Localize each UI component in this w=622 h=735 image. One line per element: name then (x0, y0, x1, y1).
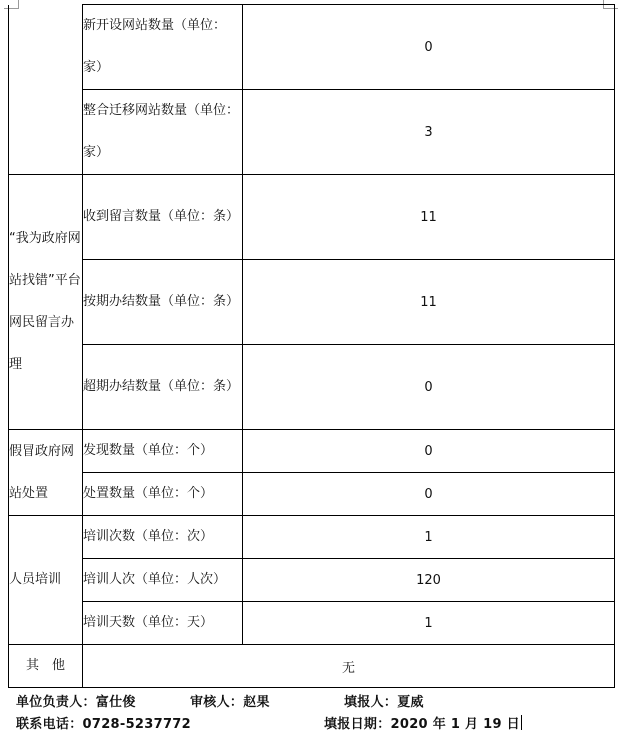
group-cell-training: 人员培训 (9, 516, 83, 645)
contact-phone: 联系电话：0728-5237772 (16, 717, 191, 732)
footer-signatures (16, 691, 606, 709)
row-value: 0 (243, 430, 615, 473)
responsible-person: 单位负责人：富仕俊 (16, 695, 136, 710)
other-label: 其 他 (9, 645, 83, 688)
row-value: 11 (243, 260, 615, 345)
row-value: 0 (243, 473, 615, 516)
table-row (9, 430, 615, 473)
row-value: 0 (243, 5, 615, 90)
row-value: 11 (243, 175, 615, 260)
table-row (9, 602, 615, 645)
row-label: 培训次数（单位：次） (83, 516, 243, 559)
table-row (9, 175, 615, 260)
row-label: 整合迁移网站数量（单位：家） (83, 90, 243, 175)
group-cell-fake-sites: 假冒政府网站处置 (9, 430, 83, 516)
fill-date-wrap (324, 713, 522, 732)
table-row (9, 90, 615, 175)
row-label: 培训天数（单位：天） (83, 602, 243, 645)
row-label: 发现数量（单位：个） (83, 430, 243, 473)
row-value: 0 (243, 345, 615, 430)
table-row (9, 559, 615, 602)
row-label: 超期办结数量（单位：条） (83, 345, 243, 430)
row-label: 按期办结数量（单位：条） (83, 260, 243, 345)
row-label: 收到留言数量（单位：条） (83, 175, 243, 260)
report-table (8, 4, 615, 688)
other-value: 无 (83, 645, 615, 688)
row-label: 处置数量（单位：个） (83, 473, 243, 516)
row-value: 3 (243, 90, 615, 175)
table-row (9, 516, 615, 559)
row-value: 1 (243, 516, 615, 559)
reviewer: 审核人：赵果 (190, 695, 270, 710)
table-row (9, 260, 615, 345)
footer-contact (16, 713, 606, 731)
table-row (9, 473, 615, 516)
table-row (9, 345, 615, 430)
group-cell-website-continued (9, 5, 83, 175)
table-row (9, 5, 615, 90)
row-value: 120 (243, 559, 615, 602)
row-value: 1 (243, 602, 615, 645)
row-label: 培训人次（单位：人次） (83, 559, 243, 602)
table-row-other (9, 645, 615, 688)
group-cell-message-handling: “我为政府网站找错”平台网民留言办理 (9, 175, 83, 430)
text-cursor (521, 715, 522, 730)
filler: 填报人：夏威 (344, 695, 424, 710)
row-label: 新开设网站数量（单位：家） (83, 5, 243, 90)
fill-date: 填报日期：2020 年 1 月 19 日 (324, 717, 520, 732)
